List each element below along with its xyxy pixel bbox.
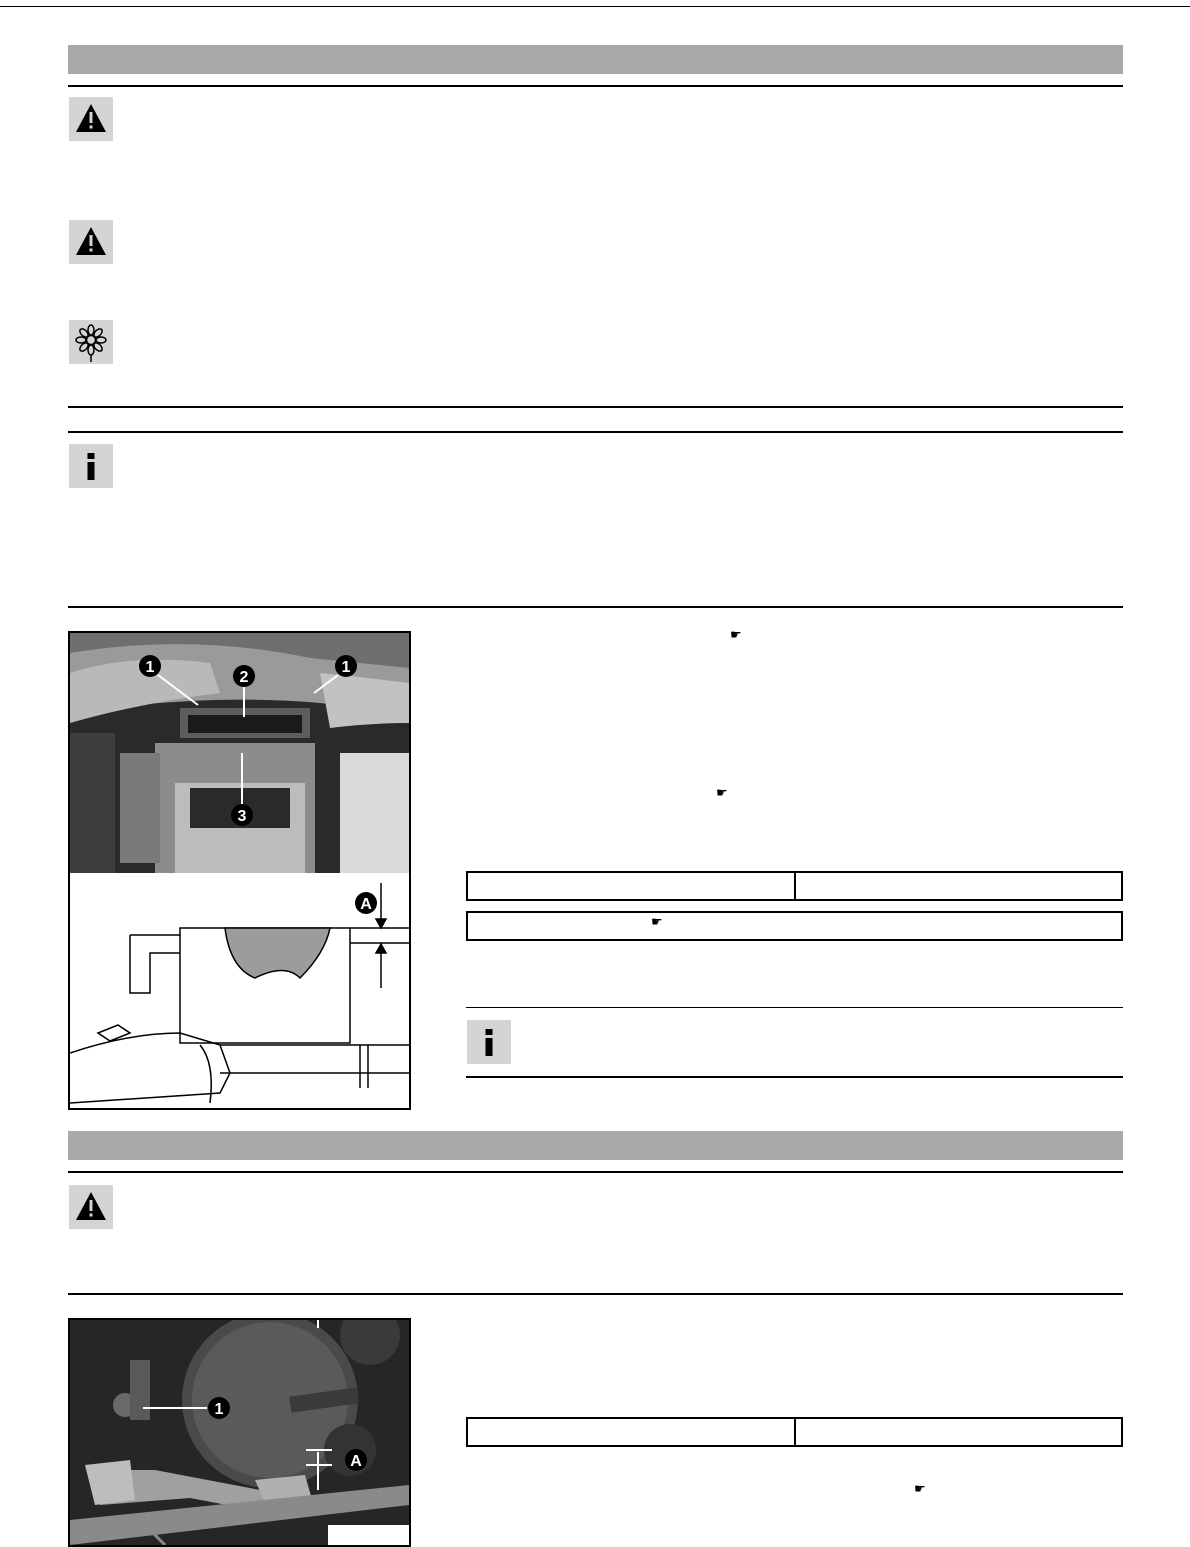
section-rule (68, 1171, 1123, 1173)
figure1-callout-3: 3 (237, 808, 247, 825)
spec-table (466, 871, 1123, 901)
foot-brake-lever-figure (68, 1318, 411, 1547)
spec-table (466, 911, 1123, 941)
figure1-callout-A: A (360, 896, 372, 913)
figure1-callout-1a: 1 (145, 659, 155, 676)
warning-triangle-icon (69, 220, 113, 264)
figure2-callout-A: A (350, 1453, 362, 1470)
page-reference-hand-icon: ☛ (716, 785, 728, 800)
page-reference-hand-icon: ☛ (914, 1481, 926, 1496)
foot-brake-lever-illustration (70, 1320, 409, 1545)
section-rule (68, 1293, 1123, 1295)
page-reference-hand-icon: ☛ (730, 627, 742, 642)
brake-reservoir-figure (68, 631, 411, 1110)
brake-reservoir-illustration (70, 633, 409, 1108)
figure2-callout-1: 1 (214, 1401, 224, 1418)
section-header-bar-rear-brake (68, 1131, 1123, 1160)
figure1-callout-2: 2 (239, 669, 249, 686)
page-reference-hand-icon: ☛ (651, 914, 663, 929)
environment-flower-icon (69, 320, 113, 364)
section-header-bar-brake-fluid (68, 45, 1123, 74)
info-icon (467, 1020, 511, 1064)
section-rule (68, 85, 1123, 87)
info-rule (466, 1007, 1123, 1008)
page-top-rule (0, 6, 1190, 7)
spec-table (466, 1417, 1123, 1447)
section-rule (68, 606, 1123, 608)
section-rule (68, 431, 1123, 433)
figure1-callout-1b: 1 (341, 659, 351, 676)
section-rule (68, 406, 1123, 408)
info-rule (466, 1076, 1123, 1078)
info-icon (69, 444, 113, 488)
warning-triangle-icon (69, 1185, 113, 1229)
warning-triangle-icon (69, 97, 113, 141)
